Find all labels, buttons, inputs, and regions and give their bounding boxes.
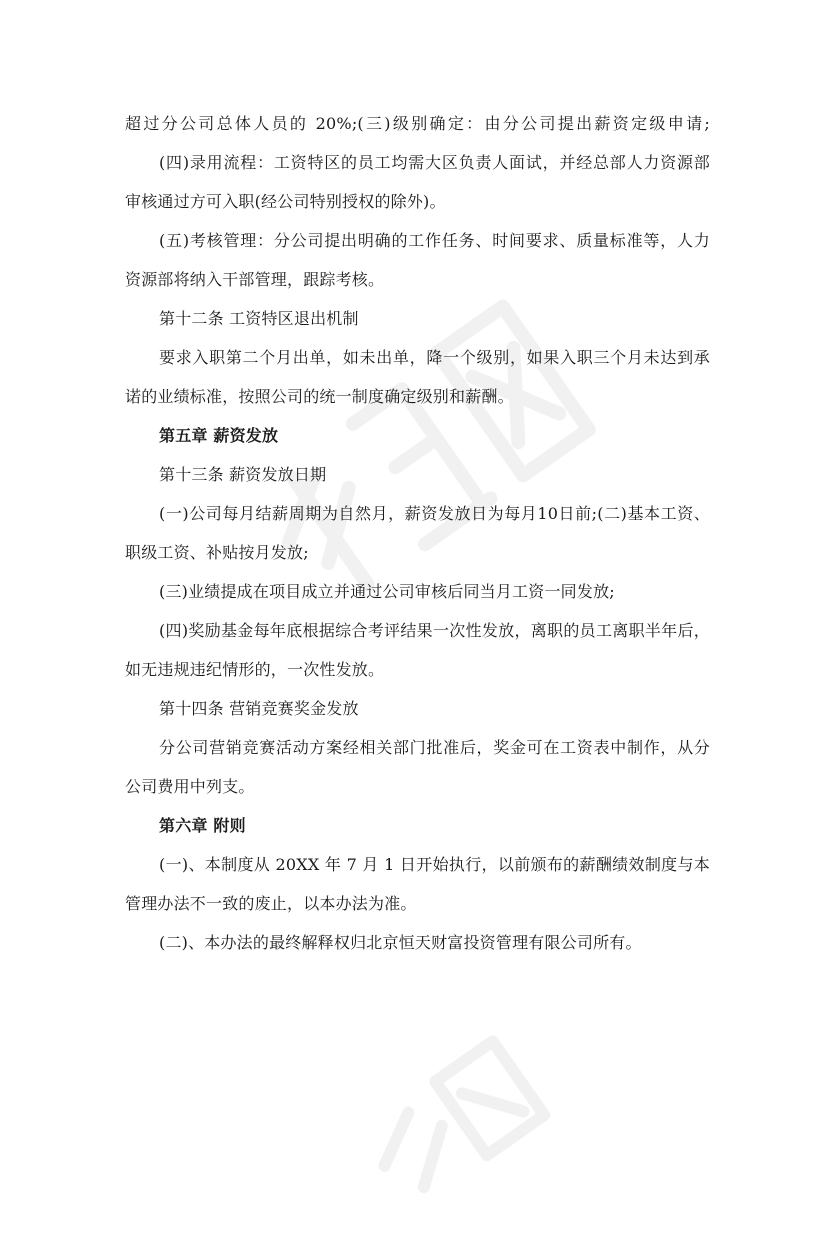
chapter-heading: 第五章 薪资发放 bbox=[159, 426, 279, 445]
text-line: (一)公司每月结薪周期为自然月，薪资发放日为每月10日前;(二)基本工资、 bbox=[159, 504, 710, 523]
chapter-heading: 第六章 附则 bbox=[159, 816, 246, 835]
text-line: 职级工资、补贴按月发放; bbox=[125, 543, 309, 562]
text-line: 管理办法不一致的废止，以本办法为准。 bbox=[125, 894, 417, 913]
article-heading: 第十二条 工资特区退出机制 bbox=[159, 309, 359, 328]
text-line: (一)、本制度从 20XX 年 7 月 1 日开始执行，以前颁布的薪酬绩效制度与本 bbox=[159, 855, 710, 874]
text-line: 公司费用中列支。 bbox=[125, 777, 255, 796]
text-line: 诺的业绩标准，按照公司的统一制度确定级别和薪酬。 bbox=[125, 387, 514, 406]
text-line: (四)奖励基金每年底根据综合考评结果一次性发放，离职的员工离职半年后， bbox=[159, 621, 710, 640]
text-line: 审核通过方可入职(经公司特别授权的除外)。 bbox=[125, 192, 446, 211]
article-heading: 第十三条 薪资发放日期 bbox=[159, 465, 327, 484]
text-line: (三)业绩提成在项目成立并通过公司审核后同当月工资一同发放; bbox=[159, 582, 615, 601]
text-line: 分公司营销竞赛活动方案经相关部门批准后，奖金可在工资表中制作，从分 bbox=[159, 738, 710, 757]
article-heading: 第十四条 营销竞赛奖金发放 bbox=[159, 699, 359, 718]
text-line: 要求入职第二个月出单，如未出单，降一个级别，如果入职三个月未达到承 bbox=[159, 348, 710, 367]
text-line: 资源部将纳入干部管理，跟踪考核。 bbox=[125, 270, 385, 289]
watermark-graphic-bottom bbox=[328, 1005, 572, 1234]
text-line: (四)录用流程：工资特区的员工均需大区负责人面试，并经总部人力资源部 bbox=[159, 153, 710, 172]
text-line: (五)考核管理：分公司提出明确的工作任务、时间要求、质量标准等，人力 bbox=[159, 231, 710, 250]
text-line: 超过分公司总体人员的 20%;(三)级别确定：由分公司提出薪资定级申请; bbox=[125, 114, 710, 133]
text-line: (二)、本办法的最终解释权归北京恒天财富投资管理有限公司所有。 bbox=[159, 933, 642, 952]
text-line: 如无违规违纪情形的，一次性发放。 bbox=[125, 660, 385, 679]
document-body bbox=[125, 104, 710, 962]
